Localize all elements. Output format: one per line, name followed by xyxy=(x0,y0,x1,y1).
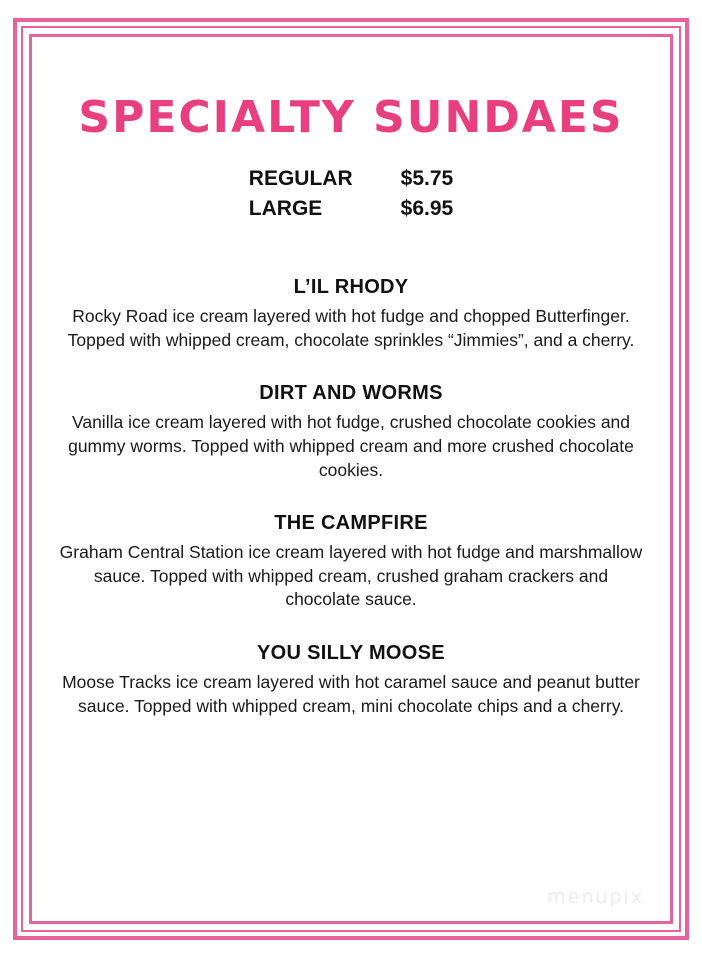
price-table xyxy=(249,164,453,224)
price-value-large: $6.95 xyxy=(400,197,454,220)
menu-item-description: Graham Central Station ice cream layered with hot fudge and marshmallow sauce. Topped with whipped cream, crushed graham crackers and chocolate sauce. xyxy=(59,542,643,610)
menu-content xyxy=(45,52,657,908)
menu-item-list xyxy=(45,276,657,718)
menu-item-name: DIRT AND WORMS xyxy=(259,382,443,405)
list-item xyxy=(45,382,657,482)
table-row xyxy=(249,164,453,194)
price-value-regular: $5.75 xyxy=(400,167,454,190)
menu-item-description: Moose Tracks ice cream layered with hot caramel sauce and peanut butter sauce. Topped with whipped cream, mini chocolate chips and a cherry. xyxy=(62,672,640,716)
menu-item-name: YOU SILLY MOOSE xyxy=(257,642,445,664)
table-row xyxy=(249,194,453,224)
menu-item-name: L’IL RHODY xyxy=(293,276,409,298)
page-title: SPECIALTY SUNDAES xyxy=(78,92,624,143)
menu-item-description: Rocky Road ice cream layered with hot fudge and chopped Butterfinger. Topped with whipped cream, chocolate sprinkles “Jimmies”, and a cherry. xyxy=(67,306,635,350)
menu-item-name: THE CAMPFIRE xyxy=(274,512,428,535)
list-item xyxy=(45,642,657,718)
list-item xyxy=(45,276,657,352)
menu-item-description: Vanilla ice cream layered with hot fudge, crushed chocolate cookies and gummy worms. Topped with whipped cream and more crushed chocolate cookies. xyxy=(68,412,634,480)
price-label-large: LARGE xyxy=(248,197,323,220)
watermark: menupix xyxy=(547,886,644,908)
list-item xyxy=(45,512,657,612)
price-label-regular: REGULAR xyxy=(248,167,353,190)
